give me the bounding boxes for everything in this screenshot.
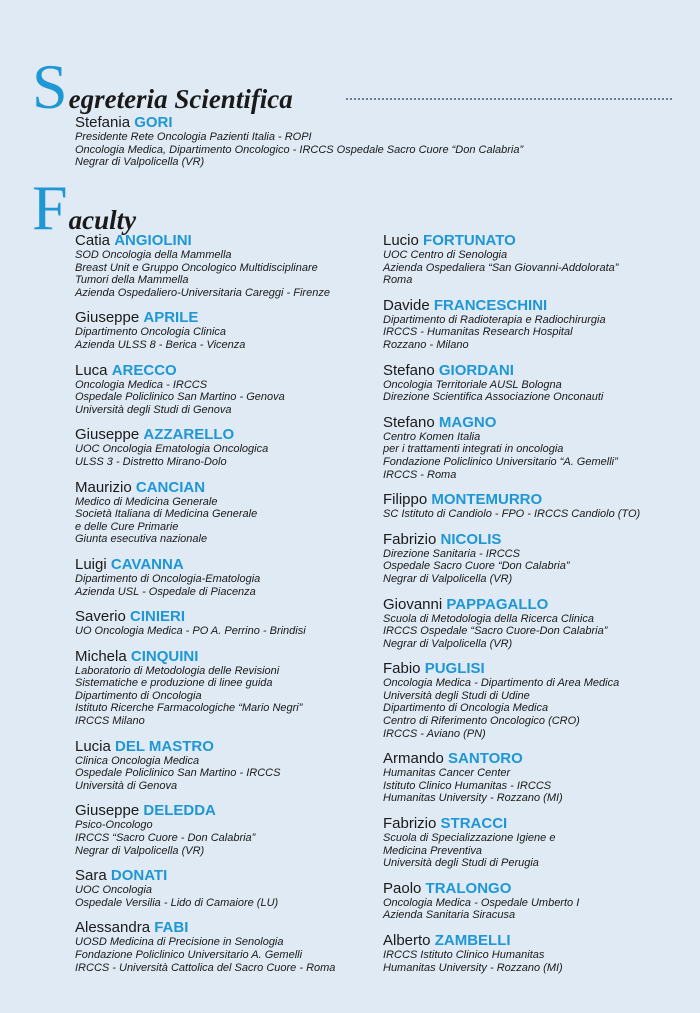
first-name: Michela [75,647,127,665]
affiliation-line: Negrar di Valpolicella (VR) [75,844,205,857]
last-name: TRALONGO [425,879,512,897]
faculty-member [383,232,693,287]
person-name [75,426,385,443]
first-name: Giuseppe [75,426,140,444]
affiliation-line: UOC Oncologia [75,884,153,897]
faculty-member [383,414,693,481]
person-name [383,596,693,613]
affiliation-line: UOSD Medicina di Precisione in Senologia [75,936,284,949]
affiliation-line: Giunta esecutiva nazionale [75,533,208,546]
affiliation-line: Scuola di Specializzazione Igiene e [383,832,556,845]
affiliation-line: Centro di Riferimento Oncologico (CRO) [383,715,580,728]
faculty-member [75,479,385,546]
first-name: Fabrizio [383,530,437,548]
affiliation-line: UOC Oncologia Ematologia Oncologica [75,443,269,456]
affiliation [383,613,693,651]
affiliation-line: SC Istituto di Candiolo - FPO - IRCCS Candiolo (TO) [383,508,641,521]
affiliation [383,832,693,870]
affiliation-line: Oncologia Medica - Ospedale Umberto I [383,896,580,909]
faculty-member [75,362,385,417]
person-name [383,660,693,677]
affiliation-line: Fondazione Policlinico Universitario A. Gemelli [75,949,303,961]
affiliation [383,548,693,586]
affiliation [75,884,385,909]
affiliation-line: Humanitas University - Rozzano (MI) [383,961,563,974]
faculty-member [75,608,385,638]
last-name: GORI [134,114,173,131]
faculty-title-rest: aculty [68,205,137,235]
affiliation-line: Oncologia Medica, Dipartimento Oncologico - IRCCS Ospedale Sacro Cuore “Don Calabria” [75,143,524,156]
faculty-member [75,648,385,728]
affiliation [75,573,385,598]
first-name: Giuseppe [75,309,140,327]
last-name: PUGLISI [424,660,485,678]
affiliation-line: IRCCS - Università Cattolica del Sacro Cuore - Roma [75,961,336,974]
affiliation-line: IRCCS Istituto Clinico Humanitas [383,949,545,961]
faculty-member [75,802,385,857]
affiliation-line: Azienda Ospedaliero-Universitaria Careggi - Firenze [75,286,330,299]
affiliation [75,819,385,857]
affiliation-line: per i trattamenti integrati in oncologia [383,443,564,456]
affiliation-line: Azienda Ospedaliera “San Giovanni-Addolorata” [383,261,619,274]
affiliation [75,936,385,974]
affiliation-line: Centro Komen Italia [383,430,481,443]
first-name: Filippo [383,491,428,509]
affiliation-line: UOC Centro di Senologia [383,249,508,261]
person-name [383,750,693,767]
affiliation-line: Roma [383,274,413,287]
affiliation-line: IRCCS - Humanitas Research Hospital [383,326,573,339]
affiliation-line: Azienda Sanitaria Siracusa [383,909,516,922]
affiliation-line: Clinica Oncologia Medica [75,754,200,767]
last-name: CAVANNA [110,555,184,573]
affiliation-line: IRCCS - Aviano (PN) [383,727,486,740]
faculty-member [383,880,693,922]
first-name: Fabio [383,660,421,678]
first-name: Lucio [383,232,419,249]
person-name [75,114,675,131]
affiliation-line: Negrar di Valpolicella (VR) [75,156,205,169]
last-name: PAPPAGALLO [446,595,549,613]
person-name [75,648,385,665]
person-name [383,297,693,314]
person-name [383,815,693,832]
affiliation-line: Istituto Clinico Humanitas - IRCCS [383,779,552,792]
faculty-member [75,556,385,598]
affiliation [383,379,693,404]
person-name [383,531,693,548]
person-name [75,309,385,326]
affiliation-line: Negrar di Valpolicella (VR) [383,572,513,585]
last-name: FORTUNATO [423,232,516,249]
affiliation-line: Ospedale Versilia - Lido di Camaiore (LU) [75,896,279,909]
last-name: STRACCI [440,815,508,833]
person-name [383,414,693,431]
affiliation-line: Ospedale Policlinico San Martino - IRCCS [75,767,281,780]
person-name [75,479,385,496]
faculty-member [383,297,693,352]
person-name [75,919,385,936]
affiliation-line: Direzione Sanitaria - IRCCS [383,547,520,560]
first-name: Davide [383,296,430,314]
faculty-column-left [75,232,385,984]
first-name: Alessandra [75,919,151,937]
faculty-member [383,596,693,651]
last-name: FRANCESCHINI [433,296,548,314]
person-name [75,232,385,249]
first-name: Paolo [383,879,422,897]
last-name: APRILE [143,309,199,327]
affiliation-line: IRCCS - Roma [383,468,457,481]
last-name: NICOLIS [440,530,502,548]
affiliation-line: Medicina Preventiva [383,844,483,857]
affiliation-line: Università degli Studi di Genova [75,403,232,416]
last-name: ZAMBELLI [434,932,511,949]
first-name: Saverio [75,608,126,626]
affiliation-line: Oncologia Medica - Dipartimento di Area Medica [383,677,620,690]
affiliation-line: Dipartimento di Radioterapia e Radiochirurgia [383,313,606,326]
person-name [383,362,693,379]
faculty-member [383,932,693,974]
faculty-member [75,232,385,299]
faculty-member [75,738,385,793]
affiliation [75,326,385,351]
affiliation [75,496,385,546]
faculty-member [383,491,693,521]
faculty-member [383,750,693,805]
affiliation-line: Oncologia Medica - IRCCS [75,378,208,391]
affiliation-line: e delle Cure Primarie [75,520,179,533]
last-name: SANTORO [448,750,523,768]
faculty-title-initial: F [32,172,68,243]
affiliation [75,379,385,417]
segreteria-title-initial: S [32,51,68,122]
affiliation-line: Ospedale Policlinico San Martino - Genova [75,391,285,404]
faculty-member [383,660,693,740]
person-name [383,491,693,508]
last-name: ARECCO [111,361,177,379]
title-dotted-rule [346,98,672,100]
affiliation-line: Ospedale Sacro Cuore “Don Calabria” [383,560,570,573]
affiliation [75,443,385,468]
last-name: DONATI [110,867,168,885]
last-name: CINQUINI [130,647,199,665]
first-name: Stefania [75,114,131,131]
affiliation [75,755,385,793]
affiliation-line: Presidente Rete Oncologia Pazienti Italia - ROPI [75,131,312,143]
person-name [383,932,693,949]
segreteria-person [75,114,675,169]
person-name [383,232,693,249]
faculty-member [75,309,385,351]
first-name: Alberto [383,932,431,949]
affiliation-line: Dipartimento di Oncologia Medica [383,702,549,715]
first-name: Giuseppe [75,802,140,820]
affiliation-line: Breast Unit e Gruppo Oncologico Multidisciplinare [75,261,318,274]
affiliation-line: Dipartimento di Oncologia-Ematologia [75,572,261,585]
faculty-member [383,362,693,404]
first-name: Luigi [75,555,107,573]
affiliation [383,677,693,740]
last-name: GIORDANI [438,361,514,379]
affiliation [383,949,693,974]
affiliation-line: Psico-Oncologo [75,819,153,832]
first-name: Catia [75,232,111,249]
affiliation-line: IRCCS Milano [75,715,145,728]
affiliation-line: UO Oncologia Medica - PO A. Perrino - Brindisi [75,625,306,638]
affiliation-line: Negrar di Valpolicella (VR) [383,637,513,650]
affiliation-line: IRCCS “Sacro Cuore - Don Calabria” [75,832,256,845]
faculty-member [75,426,385,468]
affiliation [75,665,385,728]
person-name [75,802,385,819]
affiliation [75,131,675,169]
last-name: CANCIAN [135,478,206,496]
faculty-member [383,815,693,870]
last-name: ANGIOLINI [114,232,192,249]
affiliation [383,431,693,481]
faculty-member [75,919,385,974]
affiliation-line: Rozzano - Milano [383,338,469,351]
affiliation-line: Medico di Medicina Generale [75,495,218,508]
last-name: DEL MASTRO [115,737,214,755]
affiliation [383,897,693,922]
person-name [75,556,385,573]
affiliation [383,314,693,352]
affiliation-line: Humanitas Cancer Center [383,767,511,780]
last-name: AZZARELLO [143,426,235,444]
last-name: CINIERI [130,608,186,626]
affiliation-line: Università di Genova [75,779,178,792]
affiliation-line: Azienda USL - Ospedale di Piacenza [75,585,256,598]
first-name: Stefano [383,413,435,431]
affiliation-line: ULSS 3 - Distretto Mirano-Dolo [75,455,227,468]
affiliation [383,249,693,287]
affiliation-line: Università degli Studi di Perugia [383,857,539,870]
affiliation-line: Sistematiche e produzione di linee guida [75,677,273,690]
first-name: Sara [75,867,107,885]
first-name: Lucia [75,737,111,755]
first-name: Luca [75,361,108,379]
affiliation-line: Tumori della Mammella [75,274,189,287]
affiliation-line: Laboratorio di Metodologia delle Revisioni [75,664,280,677]
affiliation-line: SOD Oncologia della Mammella [75,249,232,261]
affiliation-line: IRCCS Ospedale “Sacro Cuore-Don Calabria” [383,625,608,638]
affiliation [75,625,385,638]
person-name [75,362,385,379]
person-name [75,867,385,884]
person-name [383,880,693,897]
affiliation-line: Dipartimento Oncologia Clinica [75,326,227,339]
last-name: FABI [154,919,189,937]
faculty-column-right [383,232,693,984]
first-name: Maurizio [75,478,132,496]
affiliation-line: Oncologia Territoriale AUSL Bologna [383,378,562,391]
affiliation-line: Istituto Ricerche Farmacologiche “Mario Negri” [75,702,303,715]
affiliation-line: Azienda ULSS 8 - Berica - Vicenza [75,338,246,351]
affiliation [383,508,693,521]
affiliation-line: Scuola di Metodologia della Ricerca Clinica [383,612,594,625]
faculty-member [383,531,693,586]
segreteria-title [32,51,293,122]
first-name: Stefano [383,361,435,379]
person-name [75,738,385,755]
affiliation [75,249,385,299]
last-name: MAGNO [438,413,497,431]
faculty-member [75,867,385,909]
first-name: Armando [383,750,444,768]
last-name: MONTEMURRO [431,491,543,509]
affiliation-line: Direzione Scientifica Associazione Onconauti [383,391,604,404]
affiliation-line: Fondazione Policlinico Universitario “A. Gemelli” [383,455,618,468]
affiliation-line: Università degli Studi di Udine [383,689,530,702]
affiliation-line: Società Italiana di Medicina Generale [75,508,258,521]
last-name: DELEDDA [143,802,216,820]
person-name [75,608,385,625]
first-name: Fabrizio [383,815,437,833]
affiliation [383,767,693,805]
segreteria-title-rest: egreteria Scientifica [68,84,293,114]
affiliation-line: Humanitas University - Rozzano (MI) [383,792,563,805]
affiliation-line: Dipartimento di Oncologia [75,689,202,702]
first-name: Giovanni [383,595,443,613]
